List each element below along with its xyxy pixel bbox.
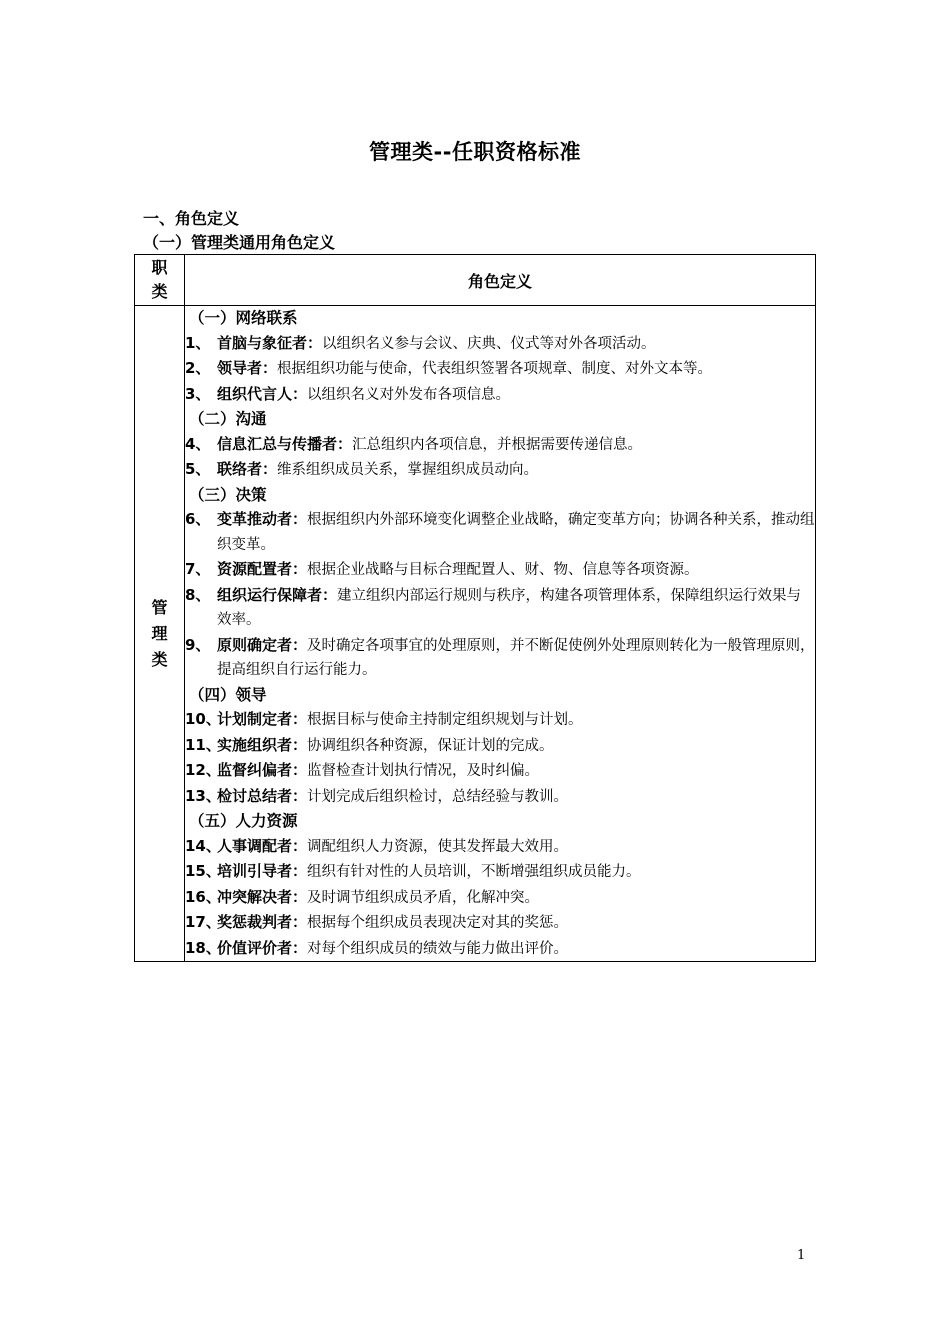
item-body bbox=[217, 633, 815, 683]
role-term: 检讨总结者： bbox=[217, 786, 308, 805]
role-term: 原则确定者： bbox=[217, 635, 308, 654]
role-description: 根据组织功能与使命，代表组织签署各项规章、制度、对外文本等。 bbox=[277, 361, 713, 377]
item-number: 13、 bbox=[185, 786, 221, 805]
item-body bbox=[217, 885, 815, 911]
list-item bbox=[185, 784, 815, 810]
item-number: 5、 bbox=[185, 460, 211, 478]
item-number: 11、 bbox=[185, 735, 221, 754]
role-description: 组织有针对性的人员培训，不断增强组织成员能力。 bbox=[307, 864, 641, 880]
item-number: 14、 bbox=[185, 836, 221, 855]
item-number: 8、 bbox=[185, 585, 211, 604]
list-item bbox=[185, 382, 815, 408]
column-header-job-category-text: 职 类 bbox=[151, 258, 168, 301]
role-description: 调配组织人力资源，使其发挥最大效用。 bbox=[307, 838, 569, 855]
role-term: 人事调配者： bbox=[217, 836, 308, 855]
role-term: 信息汇总与传播者： bbox=[217, 434, 353, 453]
list-item bbox=[185, 758, 815, 784]
list-item bbox=[185, 356, 815, 382]
item-number: 16、 bbox=[185, 887, 221, 906]
item-number: 17、 bbox=[185, 913, 221, 931]
role-term: 变革推动者： bbox=[217, 510, 308, 528]
item-body bbox=[217, 583, 815, 633]
role-description: 根据每个组织成员表现决定对其的奖惩。 bbox=[307, 915, 569, 931]
item-number: 3、 bbox=[185, 384, 211, 403]
section-heading-role-definition: 一、角色定义 bbox=[143, 209, 240, 228]
table-header-row bbox=[135, 255, 816, 306]
item-body bbox=[217, 758, 815, 784]
list-item bbox=[185, 936, 815, 962]
item-body bbox=[217, 356, 815, 382]
item-number: 10、 bbox=[185, 710, 221, 728]
role-description: 以组织名义参与会议、庆典、仪式等对外各项活动。 bbox=[322, 335, 656, 352]
role-description: 汇总组织内各项信息，并根据需要传递信息。 bbox=[352, 436, 643, 453]
role-term: 组织代言人： bbox=[217, 384, 308, 403]
list-item bbox=[185, 432, 815, 458]
role-term: 培训引导者： bbox=[217, 862, 308, 880]
list-item bbox=[185, 457, 815, 483]
role-term: 监督纠偏者： bbox=[217, 761, 308, 779]
table-row bbox=[135, 306, 816, 962]
subsection-heading-general-roles: （一）管理类通用角色定义 bbox=[143, 233, 336, 252]
list-item bbox=[185, 834, 815, 860]
role-description: 协调组织各种资源，保证计划的完成。 bbox=[307, 737, 554, 754]
role-description: 及时调节组织成员矛盾，化解冲突。 bbox=[307, 889, 540, 906]
column-header-job-category bbox=[135, 255, 185, 306]
column-header-role-definition: 角色定义 bbox=[185, 255, 816, 306]
list-item bbox=[185, 910, 815, 936]
item-number: 12、 bbox=[185, 761, 221, 779]
list-item bbox=[185, 507, 815, 557]
item-number: 18、 bbox=[185, 938, 221, 957]
item-body bbox=[217, 382, 815, 408]
section-title: （一）网络联系 bbox=[189, 309, 298, 327]
item-number: 6、 bbox=[185, 510, 211, 528]
list-item bbox=[185, 733, 815, 759]
document-title: 管理类--任职资格标准 bbox=[369, 140, 581, 164]
item-body bbox=[217, 507, 815, 557]
job-category-cell bbox=[135, 306, 185, 962]
item-body bbox=[217, 457, 815, 483]
list-item bbox=[185, 331, 815, 357]
role-term: 组织运行保障者： bbox=[217, 585, 338, 604]
item-number: 9、 bbox=[185, 635, 211, 654]
section-title: （四）领导 bbox=[189, 685, 267, 704]
role-description: 对每个组织成员的绩效与能力做出评价。 bbox=[307, 940, 569, 957]
role-description: 监督检查计划执行情况，及时纠偏。 bbox=[307, 763, 540, 779]
item-body bbox=[217, 784, 815, 810]
item-body bbox=[217, 936, 815, 962]
item-number: 1、 bbox=[185, 333, 211, 352]
item-number: 7、 bbox=[185, 560, 211, 578]
role-description: 建立组织内部运行规则与秩序，构建各项管理体系，保障组织运行效果与效率。 bbox=[217, 587, 802, 628]
item-body bbox=[217, 733, 815, 759]
role-term: 联络者： bbox=[217, 460, 278, 478]
role-term: 资源配置者： bbox=[217, 560, 308, 578]
role-term: 实施组织者： bbox=[217, 735, 308, 754]
item-number: 15、 bbox=[185, 862, 221, 880]
role-term: 奖惩裁判者： bbox=[217, 913, 308, 931]
section-title: （二）沟通 bbox=[189, 410, 267, 428]
role-term: 计划制定者： bbox=[217, 710, 308, 728]
item-number: 2、 bbox=[185, 359, 211, 377]
page-number: 1 bbox=[797, 1248, 806, 1263]
list-item bbox=[185, 707, 815, 733]
role-definition-content bbox=[185, 306, 816, 962]
list-item bbox=[185, 583, 815, 633]
job-category-text: 管 理 类 bbox=[151, 597, 168, 669]
list-item bbox=[185, 633, 815, 683]
item-body bbox=[217, 557, 815, 583]
role-description: 根据企业战略与目标合理配置人、财、物、信息等各项资源。 bbox=[307, 562, 699, 578]
role-term: 冲突解决者： bbox=[217, 887, 308, 906]
role-description: 计划完成后组织检讨，总结经验与教训。 bbox=[307, 788, 569, 805]
item-body bbox=[217, 834, 815, 860]
role-term: 价值评价者： bbox=[217, 938, 308, 957]
role-description: 根据组织内外部环境变化调整企业战略，确定变革方向；协调各种关系，推动组织变革。 bbox=[217, 512, 815, 553]
role-term: 领导者： bbox=[217, 359, 278, 377]
role-term: 首脑与象征者： bbox=[217, 333, 323, 352]
item-number: 4、 bbox=[185, 434, 211, 453]
role-definition-table bbox=[134, 254, 816, 962]
section-title: （五）人力资源 bbox=[189, 812, 298, 830]
item-body bbox=[217, 859, 815, 885]
role-description: 根据目标与使命主持制定组织规划与计划。 bbox=[307, 712, 583, 728]
role-description: 及时确定各项事宜的处理原则，并不断促使例外处理原则转化为一般管理原则，提高组织自行运行能力。 bbox=[217, 637, 815, 678]
item-body bbox=[217, 910, 815, 936]
list-item bbox=[185, 557, 815, 583]
role-description: 以组织名义对外发布各项信息。 bbox=[307, 386, 511, 403]
list-item bbox=[185, 885, 815, 911]
item-body bbox=[217, 707, 815, 733]
item-body bbox=[217, 432, 815, 458]
section-title: （三）决策 bbox=[189, 485, 267, 504]
item-body bbox=[217, 331, 815, 357]
list-item bbox=[185, 859, 815, 885]
role-description: 维系组织成员关系，掌握组织成员动向。 bbox=[277, 462, 539, 478]
